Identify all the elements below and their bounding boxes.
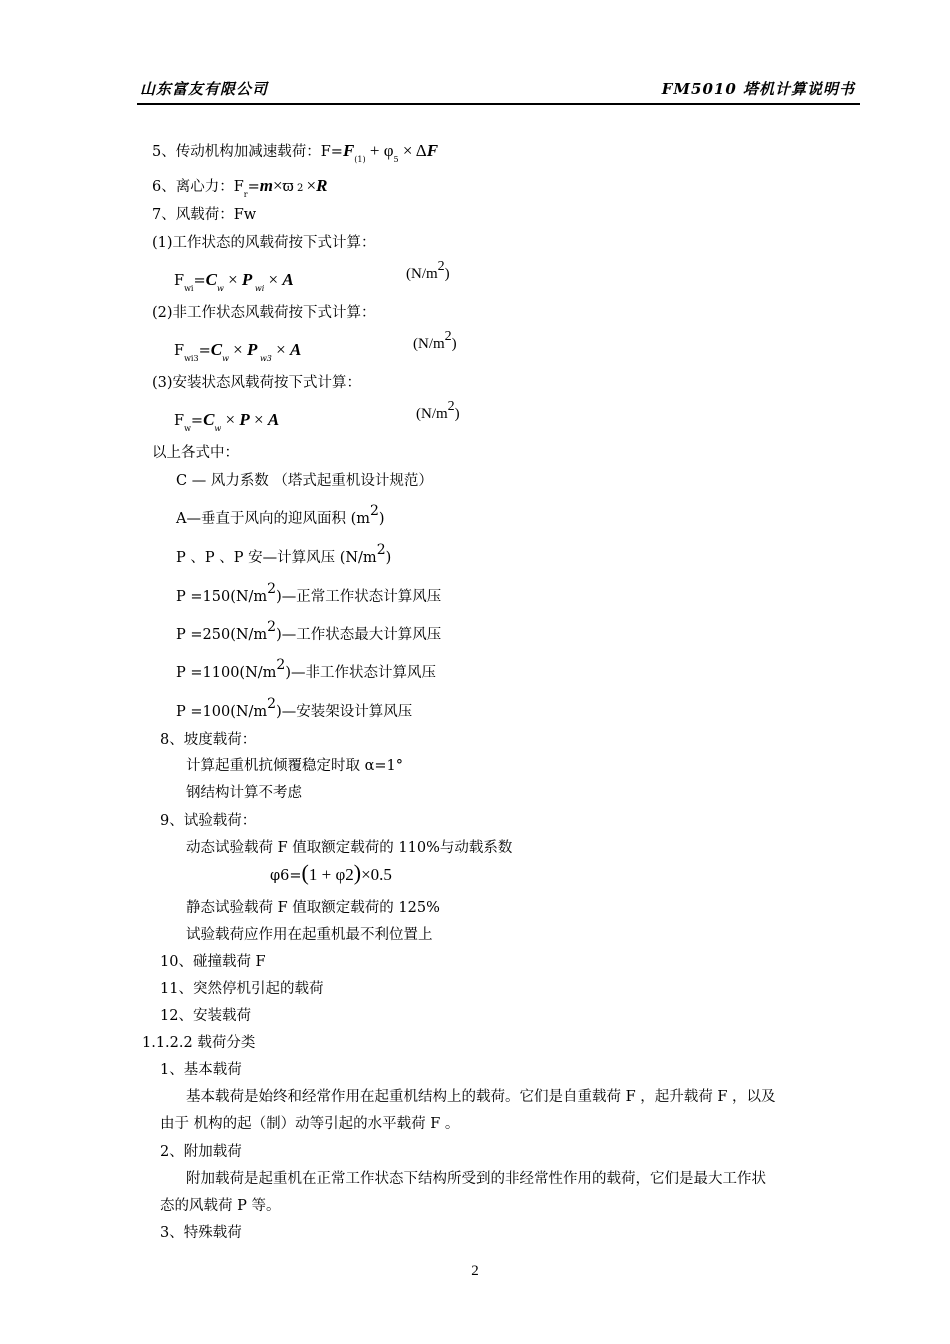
header-doc-title: FM5010 塔机计算说明书	[661, 80, 855, 98]
formula-wind-working: $F_{wi}=C_w \times P$ $_{wi}$ × A	[174, 270, 294, 293]
section-test-load: 9、试验载荷：	[160, 813, 257, 829]
class-basic-title: 1、基本载荷	[160, 1062, 242, 1078]
test-load-position: 试验载荷应作用在起重机最不利位置上	[186, 927, 433, 943]
section-collision-load: 10、碰撞载荷 F	[160, 954, 266, 970]
def-p1100: P =1100(N/m2)—非工作状态计算风压	[176, 657, 436, 681]
def-p250: P =250(N/m2)—工作状态最大计算风压	[176, 619, 442, 643]
formula-wind-nonworking: $F_{wi3}=C_w \times P$ $_{w3}$ × A	[174, 340, 302, 363]
section-slope-load: 8、坡度载荷：	[160, 732, 257, 748]
line-accel-load: 5、传动机构加减速载荷：$F=F_{(1)} + \varphi_5 \times \Delta F$	[152, 141, 439, 164]
test-load-static: 静态试验载荷 F 值取额定载荷的 125%	[186, 900, 440, 916]
unit-wind-working: (N/m2)	[406, 259, 450, 282]
class-additional-title: 2、附加载荷	[160, 1144, 242, 1160]
line-wind-nonworking: (2)非工作状态风载荷按下式计算：	[152, 305, 376, 321]
header-rule	[137, 103, 860, 105]
class-additional-p1: 附加载荷是起重机在正常工作状态下结构所受到的非经常性作用的载荷，它们是最大工作状	[186, 1171, 766, 1187]
def-wind-pressure: P 、P 、P 安—计算风压 (N/m2)	[176, 542, 392, 566]
line-centrifugal: 6、离心力：$F_r=m\times ϖ$ 2 ×R	[152, 176, 328, 199]
unit-wind-nonworking: (N/m2)	[413, 329, 457, 352]
slope-load-a: 计算起重机抗倾覆稳定时取 α=1°	[186, 758, 404, 774]
def-p100: P =100(N/m2)—安装架设计算风压	[176, 696, 413, 720]
line-wind-working: (1)工作状态的风载荷按下式计算：	[152, 235, 376, 251]
class-special-title: 3、特殊载荷	[160, 1225, 242, 1241]
section-install-load: 12、安装载荷	[160, 1008, 251, 1024]
formula-wind-install: $F_w=C_w \times P \times A$	[174, 410, 280, 433]
slope-load-b: 钢结构计算不考虑	[186, 785, 302, 801]
section-sudden-stop-load: 11、突然停机引起的载荷	[160, 981, 324, 997]
class-basic-p2: 由于 机构的起（制）动等引起的水平载荷 F 。	[160, 1116, 460, 1132]
unit-wind-install: (N/m2)	[416, 399, 460, 422]
line-wind-load: 7、风载荷：Fw	[152, 207, 257, 223]
def-p150: P =150(N/m2)—正常工作状态计算风压	[176, 581, 442, 605]
class-basic-p1: 基本载荷是始终和经常作用在起重机结构上的载荷。它们是自重载荷 F ，起升载荷 F ，以及	[186, 1089, 776, 1105]
test-load-dynamic: 动态试验载荷 F 值取额定载荷的 110%与动载系数	[186, 840, 513, 856]
line-where: 以上各式中：	[152, 445, 239, 461]
def-wind-coefficient: C — 风力系数 （塔式起重机设计规范）	[176, 473, 433, 489]
def-windward-area: A—垂直于风向的迎风面积 (m2)	[176, 503, 385, 527]
class-additional-p2: 态的风载荷 P 等。	[160, 1198, 281, 1214]
section-load-classification: 1.1.2.2 载荷分类	[142, 1035, 256, 1051]
header-company: 山东富友有限公司	[140, 80, 269, 98]
page-number: 2	[471, 1263, 479, 1279]
line-wind-install: (3)安装状态风载荷按下式计算：	[152, 375, 362, 391]
formula-phi6: φ6=(1 + φ2)×0.5	[270, 860, 392, 885]
